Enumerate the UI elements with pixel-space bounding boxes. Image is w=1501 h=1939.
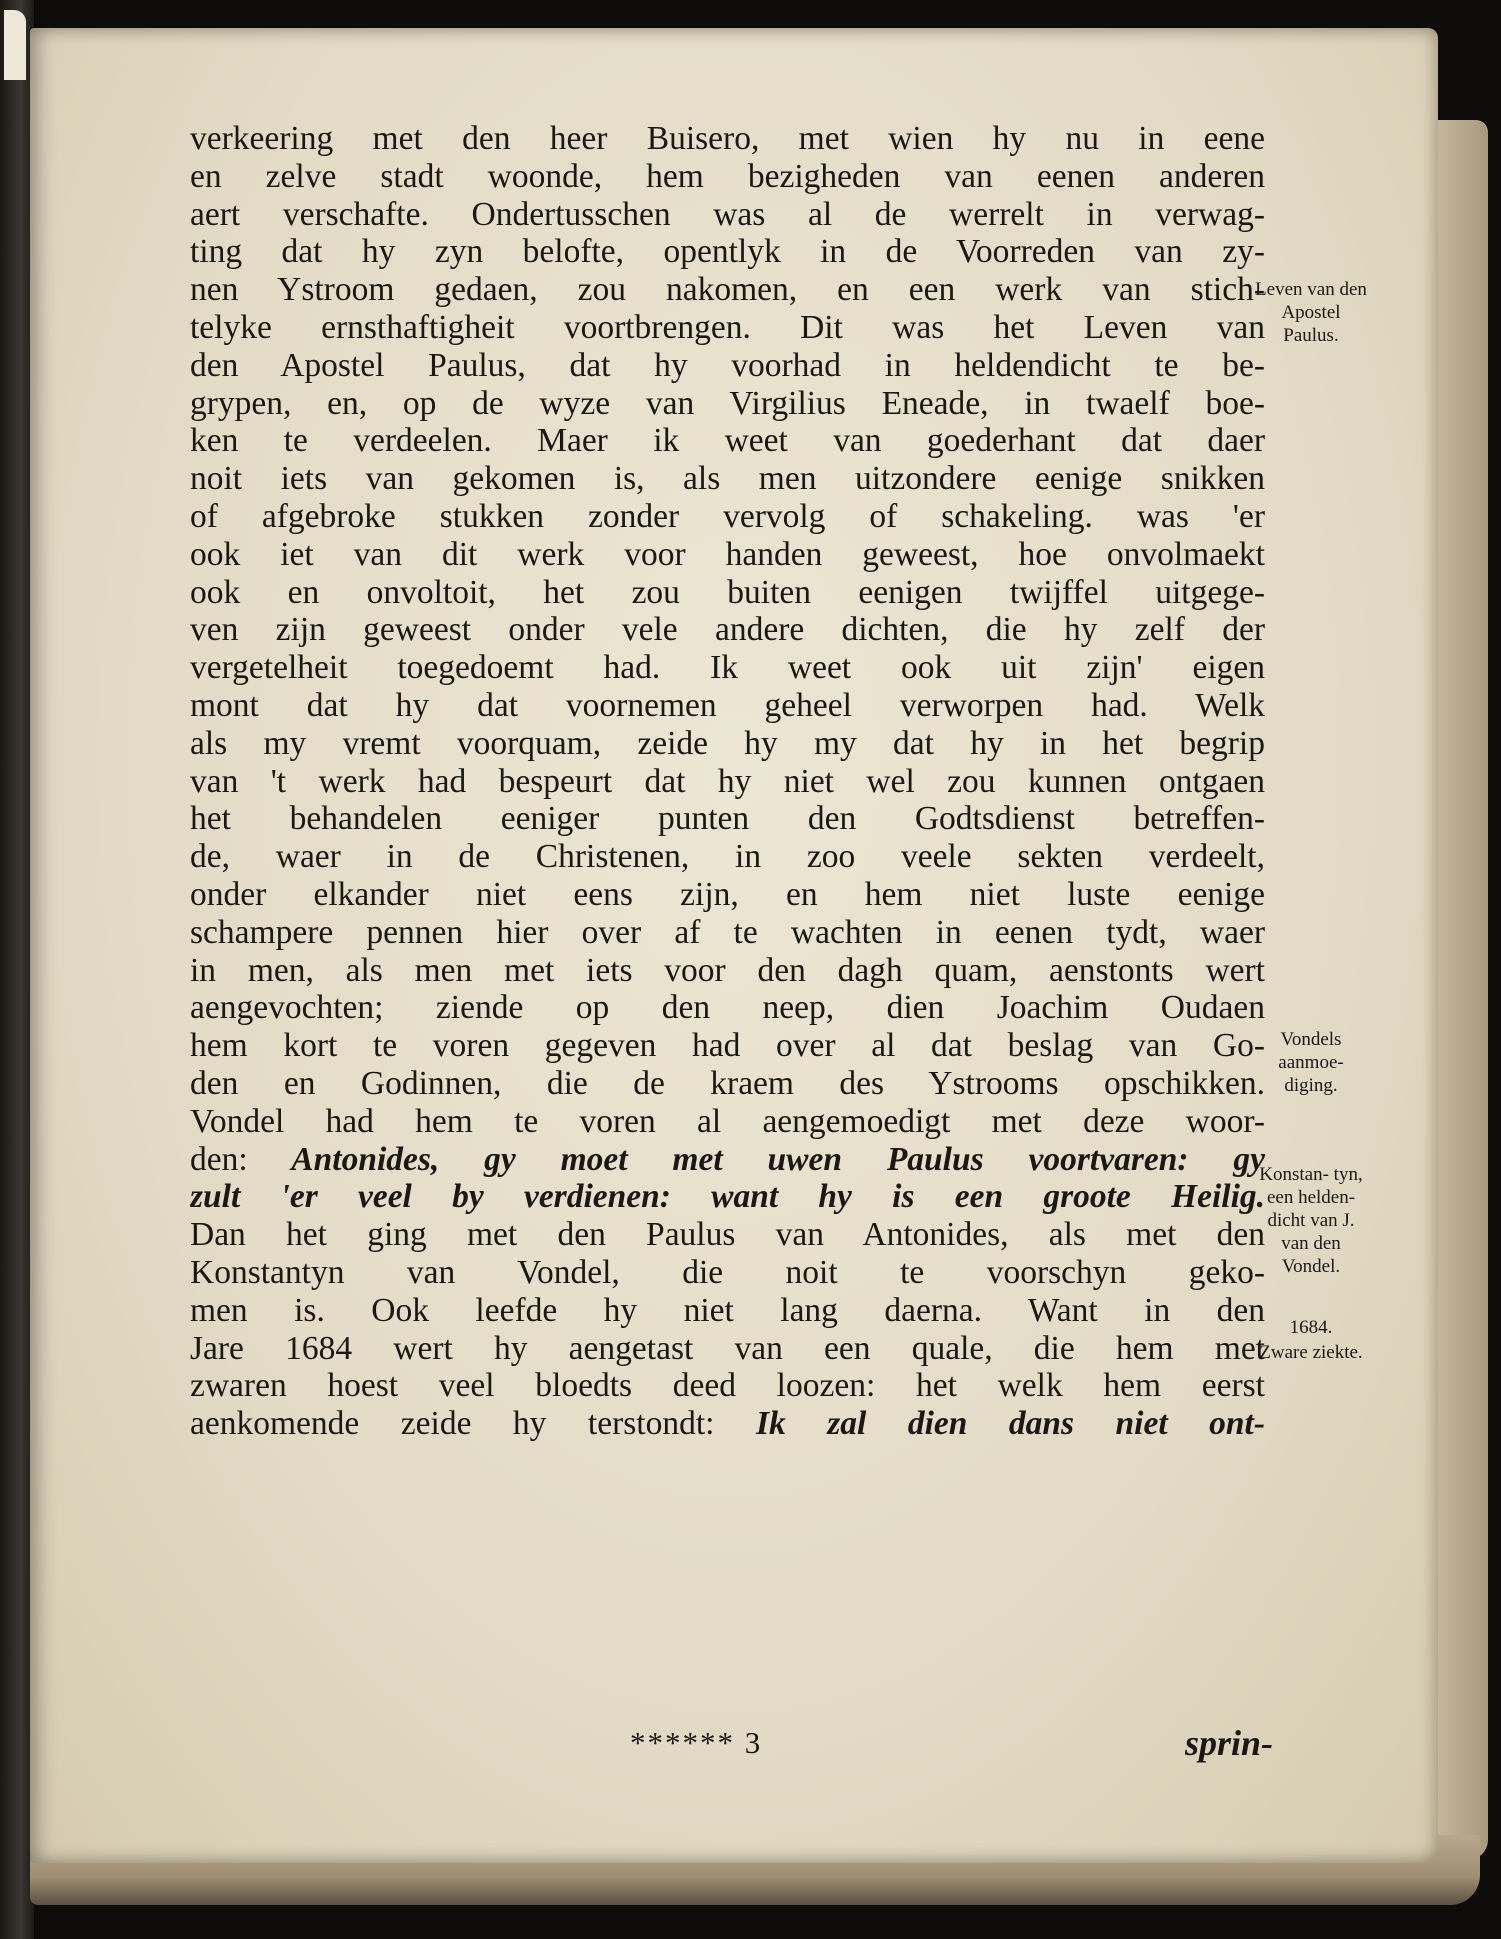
adjacent-page-corner [4, 10, 26, 80]
margin-note-leven: Leven van den Apostel Paulus. [1255, 279, 1367, 346]
text-line: den en Godinnen, die de kraem des Ystrooms opschikken. [190, 1064, 1265, 1102]
text-line: de, waer in de Christenen, in zoo veele sekten verdeelt, [190, 838, 1265, 876]
text-line: ook en onvoltoit, het zou buiten eenigen twijffel uitgege- [190, 573, 1265, 611]
vondel-quote: Antonides, gy moet met uwen Paulus voortvaren: gy [247, 1140, 1265, 1178]
text-line: ook iet van dit werk voor handen geweest, hoe onvolmaekt [190, 535, 1265, 573]
text-line: ken te verdeelen. Maer ik weet van goederhant dat daer [190, 422, 1265, 460]
text-line: men is. Ook leefde hy niet lang daerna. Want in den [190, 1291, 1265, 1329]
text-line: in men, als men met iets voor den dagh quam, aenstonts wert [190, 951, 1265, 989]
text-line-last [190, 1405, 1265, 1443]
text-line: Vondel had hem te voren al aengemoedigt met deze woor- [190, 1102, 1265, 1140]
text-line: aengevochten; ziende op den neep, dien Joachim Oudaen [190, 989, 1265, 1027]
adjacent-page-edge [0, 0, 34, 1939]
text-line: mont dat hy dat voornemen geheel verworpen had. Welk [190, 686, 1265, 724]
text-line: verkeering met den heer Buisero, met wien hy nu in eene [190, 120, 1265, 157]
text-line: Dan het ging met den Paulus van Antonides, als met den [190, 1216, 1265, 1254]
text-line: onder elkander niet eens zijn, en hem niet luste eenige [190, 875, 1265, 913]
text-line: ting dat hy zyn belofte, opentlyk in de Voorreden van zy- [190, 233, 1265, 271]
vondel-quote-cont: zult 'er veel by verdienen: want hy is een groote Heilig. [190, 1178, 1265, 1216]
text-line: of afgebroke stukken zonder vervolg of schakeling. was 'er [190, 497, 1265, 535]
text-line: noit iets van gekomen is, als men uitzondere eenige snikken [190, 460, 1265, 498]
text-line: aert verschafte. Ondertusschen was al de werrelt in verwag- [190, 195, 1265, 233]
text-line: Jare 1684 wert hy aengetast van een quale, die hem met [190, 1329, 1265, 1367]
text-line: ven zijn geweest onder vele andere dichten, die hy zelf der [190, 611, 1265, 649]
text-line-quote-end [190, 1178, 1265, 1216]
margin-note-konstantyn: Konstan- tyn, een helden- dicht van J. van den Vondel. [1259, 1164, 1363, 1277]
text-line: vergetelheit toegedoemt had. Ik weet ook uit zijn' eigen [190, 649, 1265, 687]
text-line: hem kort te voren gegeven had over al dat beslag van Go- [190, 1027, 1265, 1065]
text-line: Konstantyn van Vondel, die noit te voorschyn geko- [190, 1253, 1265, 1291]
quote-lead: den: [190, 1140, 248, 1178]
text-line-quote-start [190, 1141, 1265, 1179]
text-line: den Apostel Paulus, dat hy voorhad in heldendicht te be- [190, 346, 1265, 384]
margin-note-ziekte: Zware ziekte. [1259, 1342, 1363, 1363]
body-text [190, 120, 1265, 1443]
text-line: van 't werk had bespeurt dat hy niet wel zou kunnen ontgaen [190, 762, 1265, 800]
text-line: nen Ystroom gedaen, zou nakomen, en een werk van stich- [190, 271, 1265, 309]
catchword: sprin- [1185, 1723, 1274, 1763]
text-line: telyke ernsthaftigheit voortbrengen. Dit was het Leven van [190, 308, 1265, 346]
text-line: schampere pennen hier over af te wachten in eenen tydt, waer [190, 913, 1265, 951]
text-line: het behandelen eeniger punten den Godtsdienst betreffen- [190, 800, 1265, 838]
text-line: zwaren hoest veel bloedts deed loozen: het welk hem eerst [190, 1367, 1265, 1405]
last-line-lead: aenkomende zeide hy terstondt: [190, 1405, 715, 1443]
antonides-quote: Ik zal dien dans niet ont- [714, 1405, 1265, 1443]
margin-note-year: 1684. [1289, 1317, 1333, 1338]
text-line: als my vremt voorquam, zeide hy my dat hy in het begrip [190, 724, 1265, 762]
text-line: en zelve stadt woonde, hem bezigheden van eenen anderen [190, 157, 1265, 195]
book-page [30, 28, 1438, 1863]
signature-mark: ****** 3 [630, 1725, 763, 1760]
margin-note-vondels: Vondels aanmoe- diging. [1278, 1029, 1344, 1096]
text-line: grypen, en, op de wyze van Virgilius Eneade, in twaelf boe- [190, 384, 1265, 422]
